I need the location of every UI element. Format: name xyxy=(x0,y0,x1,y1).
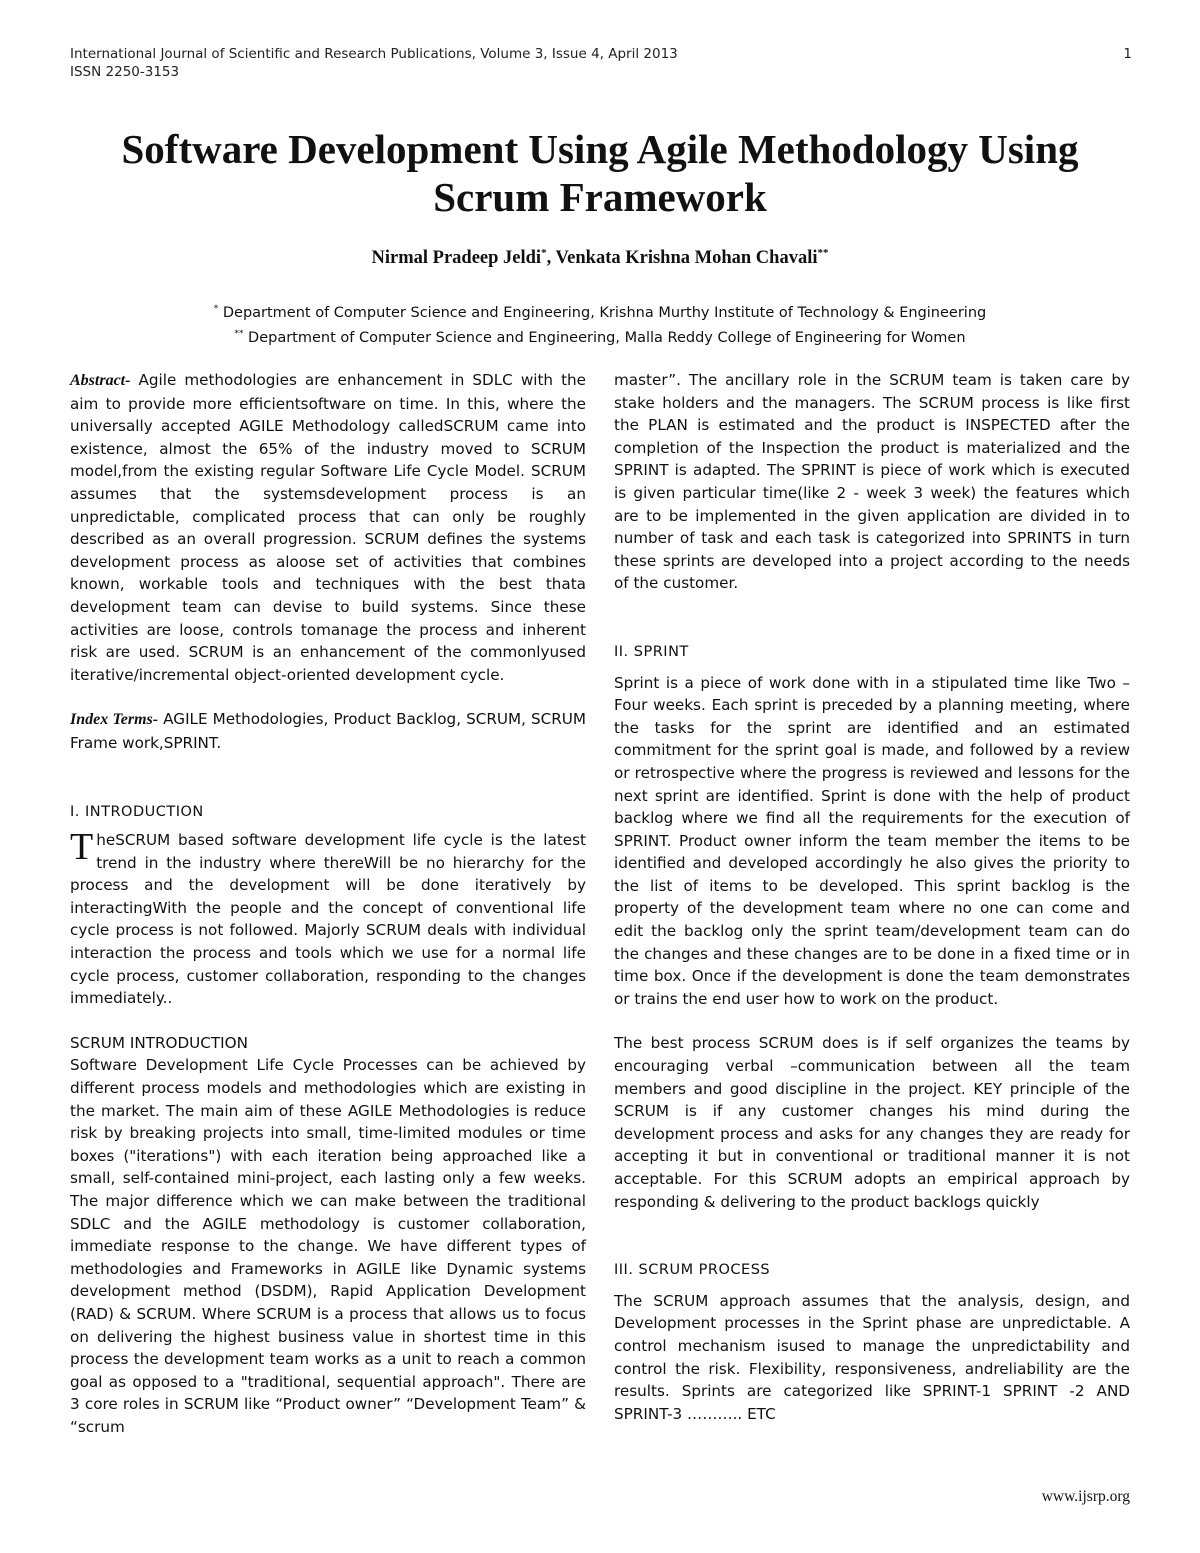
title-line-1: Software Development Using Agile Methodology Using xyxy=(121,126,1079,172)
abstract xyxy=(70,369,586,686)
author-1: Nirmal Pradeep Jeldi xyxy=(371,248,542,269)
index-terms-text: AGILE Methodologies, Product Backlog, SCRUM, SCRUM Frame work,SPRINT. xyxy=(70,710,587,752)
journal-citation: International Journal of Scientific and Research Publications, Volume 3, Issue 4, April 2013 xyxy=(70,46,678,62)
affiliation-2 xyxy=(60,324,1140,349)
issn: ISSN 2250-3153 xyxy=(70,64,180,80)
abstract-label: Abstract- xyxy=(70,372,131,389)
sprint-paragraph-1: Sprint is a piece of work done with in a stipulated time like Two – Four weeks. Each sprint is preceded by a planning meeting, where the tasks for the sprint are identified and an estimated commitment for the sprint goal is made, and followed by a review or retrospective where the progress is reviewed and lessons for the next sprint are identified. Sprint is done with the help of product backlog where we find all the requirements for the execution of SPRINT. Product owner inform the team member the items to be identified and developed accordingly he also gives the priority to the list of items to be developed. This sprint backlog is the property of the development team where no one can come and edit the backlog only the sprint team/development team can do the changes and these changes are to be done in a fixed time or in time box. Once if the development is done the team demonstrates or trains the end user how to work on the product. xyxy=(614,673,1130,1008)
affiliation-2-text: Department of Computer Science and Engineering, Malla Reddy College of Engineering for Women xyxy=(248,329,966,346)
right-column xyxy=(614,369,1130,1425)
introduction-text: heSCRUM based software development life cycle is the latest trend in the industry where thereWill be no hierarchy for the process and the development will be done iteratively by interactingWith the people and the concept of conventional life cycle process is not followed. Majorly SCRUM deals with individual interaction the process and tools which we use for a normal life cycle process, customer collaboration, responding to the changes immediately.. xyxy=(70,831,586,1008)
author-2: Venkata Krishna Mohan Chavali xyxy=(555,248,818,269)
dropcap: T xyxy=(70,826,94,869)
author-1-mark: * xyxy=(541,247,547,259)
author-separator: , xyxy=(546,248,556,269)
running-header xyxy=(70,45,1132,81)
subheading-scrum-introduction: SCRUM INTRODUCTION xyxy=(70,1033,248,1052)
authors xyxy=(60,247,1140,269)
page-number: 1 xyxy=(1123,46,1132,62)
section-heading-sprint: II. SPRINT xyxy=(614,643,689,660)
section-heading-introduction: I. INTRODUCTION xyxy=(70,803,204,820)
title-line-2: Scrum Framework xyxy=(433,174,767,220)
index-terms-label: Index Terms- xyxy=(70,711,159,729)
affiliation-1 xyxy=(60,299,1140,324)
affiliations xyxy=(60,299,1140,349)
affiliation-2-mark: ** xyxy=(234,328,244,339)
section-heading-scrum-process: III. SCRUM PROCESS xyxy=(614,1262,771,1279)
scrum-process-text: The SCRUM approach assumes that the analysis, design, and Development processes in the Sprint phase are unpredictable. A control mechanism isused to manage the unpredictability and control the risk. Flexibility, responsiveness, andreliability are the results. Sprints are categorized like SPRINT-1 SPRINT -2 AND SPRINT-3 ……….. ETC xyxy=(614,1291,1130,1423)
paper-title xyxy=(60,125,1140,221)
scrum-introduction-text: Software Development Life Cycle Processes can be achieved by different process models and methodologies which are existing in the market. The main aim of these AGILE Methodologies is reduce risk by breaking projects into small, time-limited modules or time boxes ("iterations") with each iteration being approached like a small, self-contained mini-project, each lasting only a few weeks. The major difference which we can make between the traditional SDLC and the AGILE methodology is customer collaboration, immediate response to the change. We have different types of methodologies and Frameworks in AGILE like Dynamic systems development method (DSDM), Rapid Application Development (RAD) & SCRUM. Where SCRUM is a process that allows us to focus on delivering the highest business value in shortest time in this process the development team works as a unit to reach a common goal as opposed to a "traditional, sequential approach". There are 3 core roles in SCRUM like “Product owner” “Development Team” & “scrum xyxy=(70,1056,586,1436)
affiliation-1-mark: * xyxy=(213,304,219,314)
sprint-paragraph-2: The best process SCRUM does is if self organizes the teams by encouraging verbal –communication between all the team members and good discipline in the project. KEY principle of the SCRUM is if any customer changes his mind during the development process and asks for any changes they are ready for accepting it but in conventional or traditional manner it is not acceptable. For this SCRUM adopts an empirical approach by responding & delivering to the product backlogs quickly xyxy=(614,1034,1130,1211)
affiliation-1-text: Department of Computer Science and Engineering, Krishna Murthy Institute of Technology & Engineering xyxy=(222,304,987,321)
left-column xyxy=(70,369,586,1439)
author-2-mark: ** xyxy=(817,247,829,259)
introduction-paragraph xyxy=(70,826,586,1010)
index-terms xyxy=(70,708,586,754)
scrum-introduction-continued: master”. The ancillary role in the SCRUM team is taken care by stake holders and the managers. The SCRUM process is like first the PLAN is estimated and the product is INSPECTED after the completion of the Inspection the product is materialized and the SPRINT is adapted. The SPRINT is piece of work which is executed is given particular time(like 2 - week 3 week) the features which are to be implemented in the given application are divided in to number of task and each task is categorized into SPRINTS in turn these sprints are developed into a project according to the needs of the customer. xyxy=(614,371,1130,593)
abstract-text: Agile methodologies are enhancement in SDLC with the aim to provide more efficientsoftware on time. In this, where the universally accepted AGILE Methodology calledSCRUM came into existence, almost the 65% of the industry moved to SCRUM model,from the existing regular Software Life Cycle Model. SCRUM assumes that the systemsdevelopment process is an unpredictable, complicated process that can only be roughly described as an overall progression. SCRUM defines the systems development process as aloose set of activities that combines known, workable tools and techniques with the best thata development team can devise to build systems. Since these activities are loose, controls tomanage the process and inherent risk are used. SCRUM is an enhancement of the commonlyused iterative/incremental object-oriented development cycle. xyxy=(70,371,586,684)
footer-url: www.ijsrp.org xyxy=(1041,1488,1130,1505)
